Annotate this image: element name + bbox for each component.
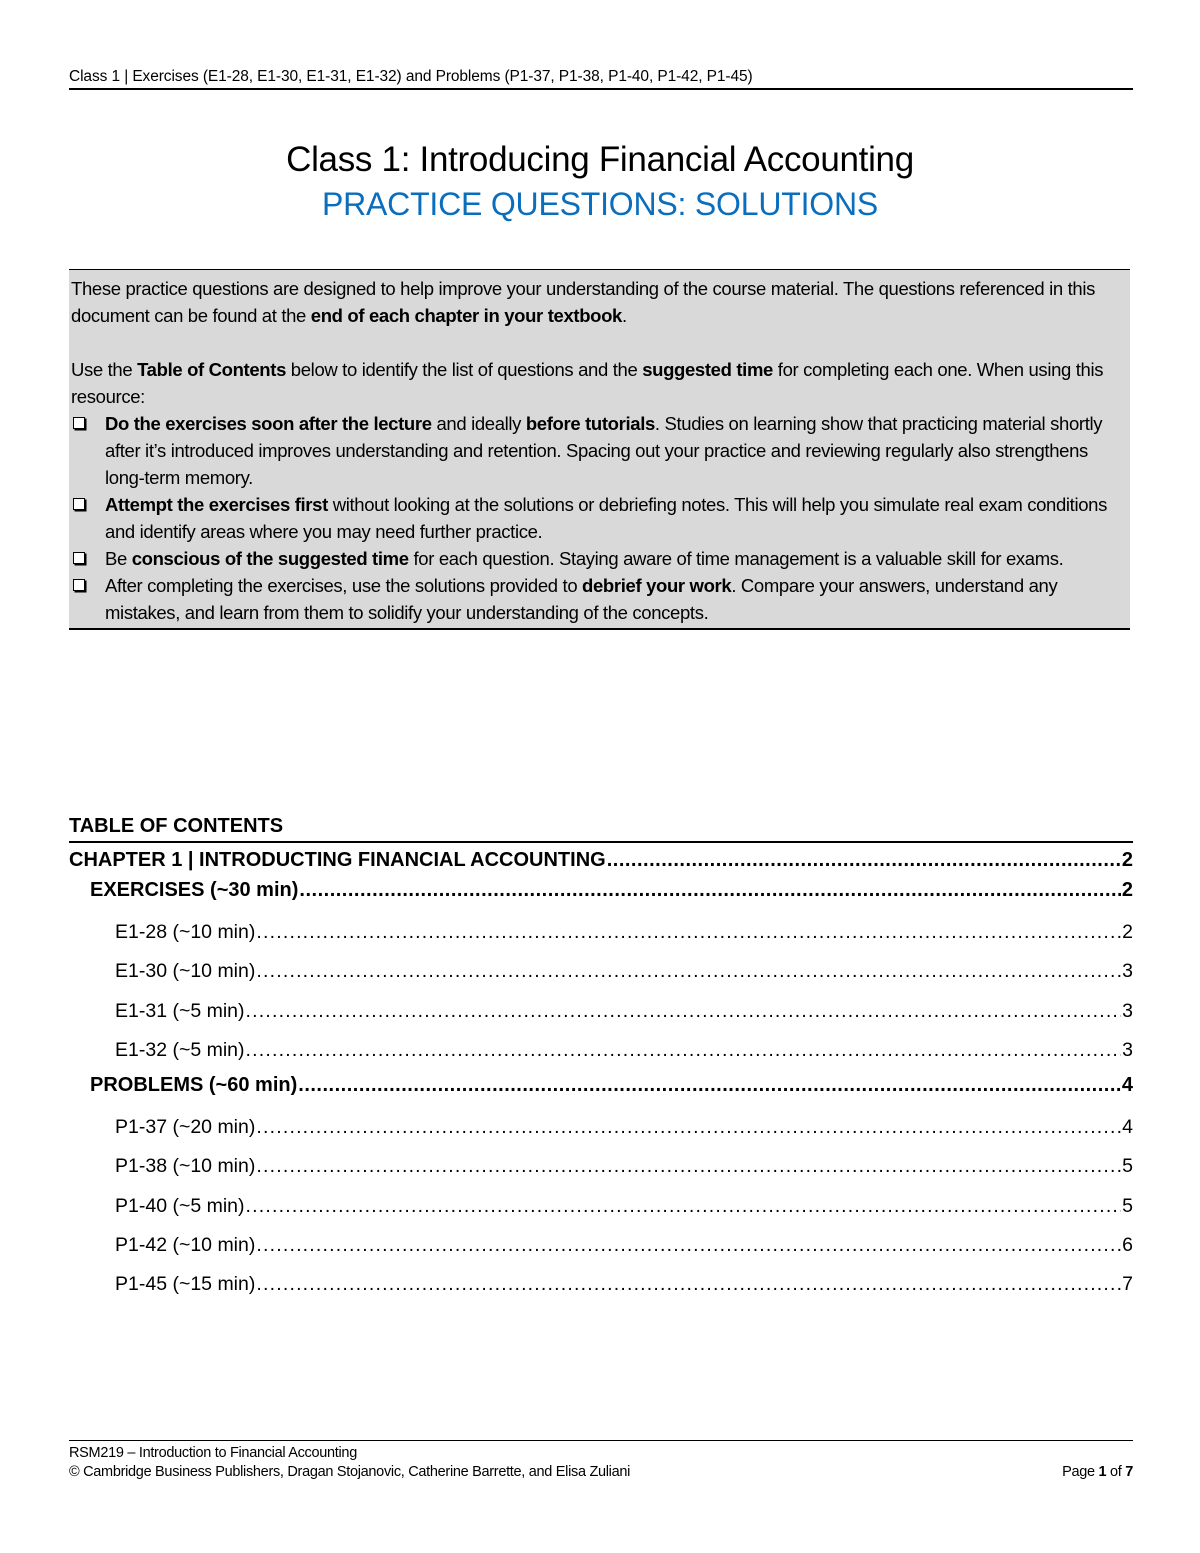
page-of: of [1106, 1464, 1126, 1480]
toc-label: E1-32 (~5 min) [115, 1038, 245, 1061]
page-total: 7 [1125, 1464, 1133, 1480]
toc-label: E1-31 (~5 min) [115, 999, 245, 1022]
intro-box [69, 269, 1130, 630]
intro-bold: suggested time [642, 359, 773, 380]
toc-label: P1-40 (~5 min) [115, 1194, 245, 1217]
item-text: Be [105, 548, 132, 569]
checklist-item [71, 491, 1127, 545]
toc-label: EXERCISES (~30 min) [90, 879, 299, 901]
toc-item[interactable] [69, 1187, 1133, 1226]
toc-page: 3 [1122, 960, 1133, 983]
toc-page: 2 [1122, 921, 1133, 943]
page-footer [69, 1440, 1133, 1482]
intro-paragraph-2 [71, 356, 1127, 410]
toc-item[interactable] [69, 952, 1133, 991]
intro-text: for completing each one. When using this resource: [71, 359, 1104, 407]
toc-page: 3 [1122, 1038, 1133, 1061]
toc-item[interactable] [69, 1265, 1133, 1304]
checkbox-icon [73, 498, 85, 510]
toc-label: P1-37 (~20 min) [115, 1116, 256, 1139]
checklist-item [71, 410, 1127, 491]
page-number [1062, 1463, 1133, 1482]
checklist-item [71, 572, 1127, 626]
item-bold: debrief your work [582, 575, 732, 596]
toc-section-problems[interactable] [69, 1070, 1133, 1100]
intro-text: below to identify the list of questions and the [286, 359, 643, 380]
toc-page: 4 [1121, 1074, 1133, 1097]
toc-item[interactable] [69, 1031, 1133, 1070]
intro-text: . [622, 305, 627, 326]
running-header: Class 1 | Exercises (E1-28, E1-30, E1-31, E1-32) and Problems (P1-37, P1-38, P1-40, P1-42, P1-45) [69, 68, 1133, 90]
toc-page: 4 [1122, 1116, 1133, 1139]
toc-section-exercises[interactable] [69, 875, 1133, 905]
toc-item[interactable] [69, 1226, 1133, 1265]
toc-chapter-entry[interactable] [69, 845, 1133, 875]
item-text: . Compare your answers, understand any mistakes, and learn from them to solidify your understanding of the concepts. [105, 575, 1058, 623]
toc-item[interactable] [69, 1147, 1133, 1186]
item-bold: Do the exercises soon after the lecture [105, 413, 432, 434]
intro-text: Use the [71, 359, 138, 380]
toc-page: 2 [1121, 879, 1133, 901]
toc-label: E1-30 (~10 min) [115, 960, 256, 983]
item-text: for each question. Staying aware of time management is a valuable skill for exams. [408, 548, 1064, 569]
footer-course: RSM219 – Introduction to Financial Accounting [69, 1445, 357, 1461]
footer-copyright: © Cambridge Business Publishers, Dragan Stojanovic, Catherine Barrette, and Elisa Zuliani [69, 1464, 631, 1480]
toc-label: P1-45 (~15 min) [115, 1273, 256, 1296]
page-label: Page [1062, 1464, 1099, 1480]
table-of-contents [69, 813, 1133, 1305]
intro-bold: Table of Contents [137, 359, 287, 380]
item-bold: before tutorials [525, 413, 655, 434]
checkbox-icon [73, 552, 85, 564]
toc-label: P1-42 (~10 min) [115, 1234, 256, 1257]
item-text: without looking at the solutions or debriefing notes. This will help you simulate real exam conditions and identify areas where you may need further practice. [105, 494, 1108, 542]
intro-bold: end of each chapter in your textbook [310, 305, 622, 326]
item-text: After completing the exercises, use the solutions provided to [105, 575, 583, 596]
item-text: . Studies on learning show that practicing material shortly after it’s introduced improves understanding and retention. Spacing out your practice and reviewing regularly also strengthens long-term memory. [105, 413, 1103, 488]
item-bold: Attempt the exercises first [105, 494, 328, 515]
checkbox-icon [73, 417, 85, 429]
toc-item[interactable] [69, 992, 1133, 1031]
toc-title: TABLE OF CONTENTS [69, 813, 1133, 843]
toc-page: 2 [1121, 849, 1133, 871]
page-subtitle: PRACTICE QUESTIONS: SOLUTIONS [321, 186, 879, 222]
checkbox-icon [73, 579, 85, 591]
toc-page: 5 [1122, 1194, 1133, 1217]
checklist-item [71, 545, 1127, 572]
toc-item[interactable] [69, 1108, 1133, 1147]
toc-item[interactable] [69, 913, 1133, 952]
toc-page: 6 [1122, 1234, 1133, 1257]
intro-paragraph-1 [71, 275, 1127, 329]
intro-text: These practice questions are designed to help improve your understanding of the course material. The questions referenced in this document can be found at the [71, 278, 1096, 326]
toc-label: E1-28 (~10 min) [115, 921, 256, 943]
toc-page: 3 [1122, 999, 1133, 1022]
toc-label: P1-38 (~10 min) [115, 1155, 256, 1178]
toc-page: 5 [1122, 1155, 1133, 1178]
item-bold: conscious of the suggested time [131, 548, 409, 569]
page-title: Class 1: Introducing Financial Accounting [286, 140, 914, 179]
title-block [0, 138, 1200, 226]
toc-label: CHAPTER 1 | INTRODUCTING FINANCIAL ACCOUNTING [69, 849, 606, 871]
item-text: and ideally [431, 413, 526, 434]
toc-page: 7 [1122, 1273, 1133, 1296]
page-current: 1 [1098, 1464, 1107, 1480]
toc-label: PROBLEMS (~60 min) [90, 1074, 298, 1097]
